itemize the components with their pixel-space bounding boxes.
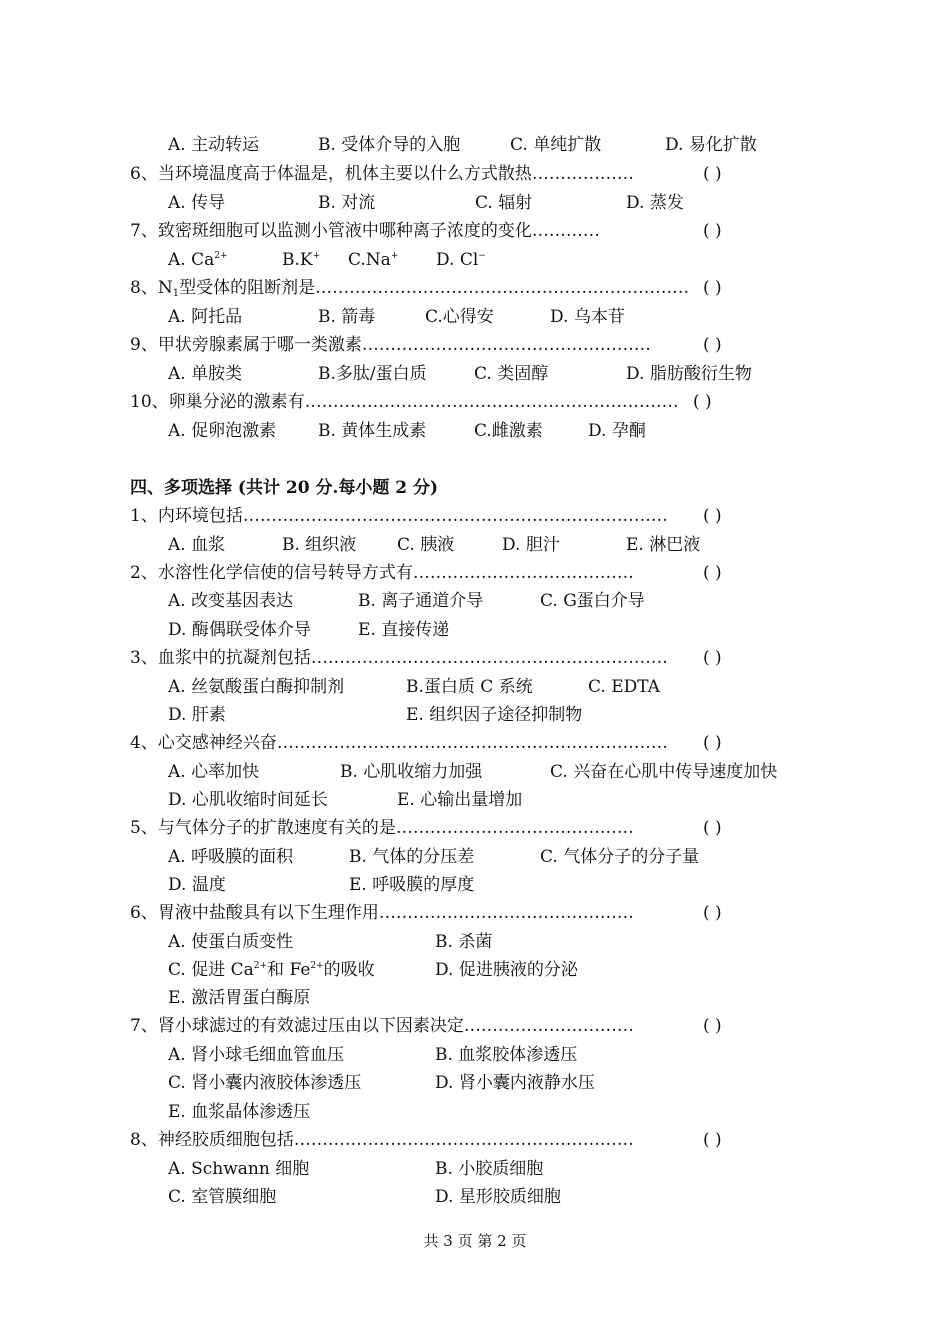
- question-9: [0, 334, 950, 356]
- option: C. G蛋白介导: [540, 591, 645, 611]
- option: D. 星形胶质细胞: [435, 1187, 561, 1207]
- question-8: [0, 277, 950, 299]
- option: E. 淋巴液: [626, 535, 701, 555]
- q10-options: [0, 420, 950, 442]
- option: B. 箭毒: [318, 307, 376, 327]
- option: E. 血浆晶体渗透压: [168, 1102, 311, 1122]
- option: B. 黄体生成素: [318, 421, 427, 441]
- q7-options-row1: [0, 1044, 950, 1066]
- option: A. 传导: [168, 193, 226, 213]
- answer-paren: ( ): [703, 903, 722, 923]
- option: A. 肾小球毛细血管血压: [168, 1045, 345, 1065]
- q6-options: [0, 192, 950, 214]
- q8-options-row2: [0, 1186, 950, 1208]
- option: D. 肝素: [168, 705, 226, 725]
- option: C. 胰液: [397, 535, 455, 555]
- option: C.雌激素: [474, 421, 543, 441]
- option: C.Na+: [348, 250, 399, 270]
- question-8: [0, 1129, 950, 1151]
- option: A. 单胺类: [168, 364, 243, 384]
- answer-paren: ( ): [693, 392, 712, 412]
- question-text: 3、血浆中的抗凝剂包括………………………………………………………: [130, 648, 668, 668]
- option: E. 直接传递: [358, 620, 450, 640]
- answer-paren: ( ): [703, 818, 722, 838]
- q9-options: [0, 363, 950, 385]
- option: D. 蒸发: [626, 193, 684, 213]
- option: D. 酶偶联受体介导: [168, 620, 311, 640]
- option: A. 呼吸膜的面积: [168, 847, 294, 867]
- q2-options-row2: [0, 619, 950, 641]
- option: D. 易化扩散: [665, 135, 757, 155]
- option: D. 乌本苷: [550, 307, 625, 327]
- option: C. 单纯扩散: [510, 135, 602, 155]
- answer-paren: ( ): [703, 278, 722, 298]
- question-text: 7、肾小球滤过的有效滤过压由以下因素决定…………………………: [130, 1016, 634, 1036]
- option: B.多肽/蛋白质: [318, 364, 427, 384]
- question-text: 7、致密斑细胞可以监测小管液中哪种离子浓度的变化…………: [130, 221, 600, 241]
- question-text: 5、与气体分子的扩散速度有关的是……………………………………: [130, 818, 634, 838]
- option: C. 类固醇: [474, 364, 549, 384]
- option: D. 脂肪酸衍生物: [626, 364, 752, 384]
- question-text: 2、水溶性化学信使的信号转导方式有…………………………………: [130, 563, 634, 583]
- option: C. 辐射: [475, 193, 533, 213]
- option: D. 心肌收缩时间延长: [168, 790, 328, 810]
- option: B. 对流: [318, 193, 376, 213]
- option: B.蛋白质 C 系统: [406, 677, 533, 697]
- option: D. Cl−: [436, 250, 486, 270]
- option: A. 使蛋白质变性: [168, 932, 294, 952]
- option: B. 受体介导的入胞: [318, 135, 461, 155]
- option: D. 促进胰液的分泌: [435, 960, 578, 980]
- q6-options-row3: [0, 987, 950, 1009]
- option: D. 胆汁: [502, 535, 560, 555]
- option: A. 改变基因表达: [168, 591, 294, 611]
- option: A. 血浆: [168, 535, 226, 555]
- option: C.心得安: [425, 307, 494, 327]
- answer-paren: ( ): [703, 733, 722, 753]
- question-text: 6、当环境温度高于体温是，机体主要以什么方式散热………………: [130, 164, 634, 184]
- option: A. 心率加快: [168, 762, 260, 782]
- answer-paren: ( ): [703, 506, 722, 526]
- question-text: 1、内环境包括…………………………………………………………………: [130, 506, 668, 526]
- option: C. 肾小囊内液胶体渗透压: [168, 1073, 362, 1093]
- q7-options: [0, 249, 950, 271]
- option: B.K+: [282, 250, 321, 270]
- option: C. 兴奋在心肌中传导速度加快: [550, 762, 778, 782]
- q4-options-row1: [0, 761, 950, 783]
- answer-paren: ( ): [703, 221, 722, 241]
- q5-options: [0, 134, 950, 156]
- option: A. 阿托品: [168, 307, 243, 327]
- q8-options: [0, 306, 950, 328]
- question-1: [0, 505, 950, 527]
- question-text: 8、$N_1$型受体的阻断剂是…………………………………………………………: [130, 278, 690, 299]
- option: E. 心输出量增加: [397, 790, 523, 810]
- question-5: [0, 817, 950, 839]
- option: E. 激活胃蛋白酶原: [168, 988, 311, 1008]
- option: E. 组织因子途径抑制物: [406, 705, 583, 725]
- option: B. 杀菌: [435, 932, 493, 952]
- question-text: 4、心交感神经兴奋……………………………………………………………: [130, 733, 668, 753]
- option: A. 促卵泡激素: [168, 421, 277, 441]
- option: D. 孕酮: [588, 421, 646, 441]
- option: D. 温度: [168, 875, 226, 895]
- question-text: 9、甲状旁腺素属于哪一类激素……………………………………………: [130, 335, 651, 355]
- question-text: 6、胃液中盐酸具有以下生理作用………………………………………: [130, 903, 634, 923]
- q8-options-row1: [0, 1158, 950, 1180]
- option: E. 呼吸膜的厚度: [349, 875, 475, 895]
- option: B. 小胶质细胞: [435, 1159, 544, 1179]
- option: C. EDTA: [588, 677, 660, 697]
- q5-options-row1: [0, 846, 950, 868]
- q3-options-row1: [0, 676, 950, 698]
- answer-paren: ( ): [703, 1016, 722, 1036]
- question-text: 8、神经胶质细胞包括……………………………………………………: [130, 1130, 634, 1150]
- question-3: [0, 647, 950, 669]
- option: A. 主动转运: [168, 135, 260, 155]
- question-10: [0, 391, 950, 413]
- option: B. 组织液: [282, 535, 357, 555]
- question-text: 10、卵巢分泌的激素有…………………………………………………………: [130, 392, 679, 412]
- answer-paren: ( ): [703, 335, 722, 355]
- section-heading: 四、多项选择 (共计 20 分.每小题 2 分): [130, 478, 439, 498]
- q6-options-row2: [0, 959, 950, 981]
- q2-options-row1: [0, 590, 950, 612]
- q4-options-row2: [0, 789, 950, 811]
- answer-paren: ( ): [703, 563, 722, 583]
- question-4: [0, 732, 950, 754]
- q1-options: [0, 534, 950, 556]
- q7-options-row2: [0, 1072, 950, 1094]
- option: C. 室管膜细胞: [168, 1187, 277, 1207]
- option: A. Schwann 细胞: [168, 1159, 310, 1179]
- question-7: [0, 1015, 950, 1037]
- question-7: [0, 220, 950, 242]
- option: C. 促进 $Ca^{2+}$和 $Fe^{2+}$的吸收: [168, 960, 375, 980]
- question-2: [0, 562, 950, 584]
- option: B. 气体的分压差: [349, 847, 475, 867]
- q5-options-row2: [0, 874, 950, 896]
- q6-options-row1: [0, 931, 950, 953]
- option: B. 心肌收缩力加强: [340, 762, 483, 782]
- answer-paren: ( ): [703, 164, 722, 184]
- option: A. $Ca^{2+}$: [168, 250, 228, 270]
- page-footer: 共 3 页 第 2 页: [423, 1232, 527, 1250]
- q7-options-row3: [0, 1101, 950, 1123]
- answer-paren: ( ): [703, 1130, 722, 1150]
- option: B. 离子通道介导: [358, 591, 484, 611]
- question-6: [0, 163, 950, 185]
- answer-paren: ( ): [703, 648, 722, 668]
- option: D. 肾小囊内液静水压: [435, 1073, 595, 1093]
- q3-options-row2: [0, 704, 950, 726]
- option: C. 气体分子的分子量: [540, 847, 700, 867]
- question-6: [0, 902, 950, 924]
- option: B. 血浆胶体渗透压: [435, 1045, 578, 1065]
- option: A. 丝氨酸蛋白酶抑制剂: [168, 677, 345, 697]
